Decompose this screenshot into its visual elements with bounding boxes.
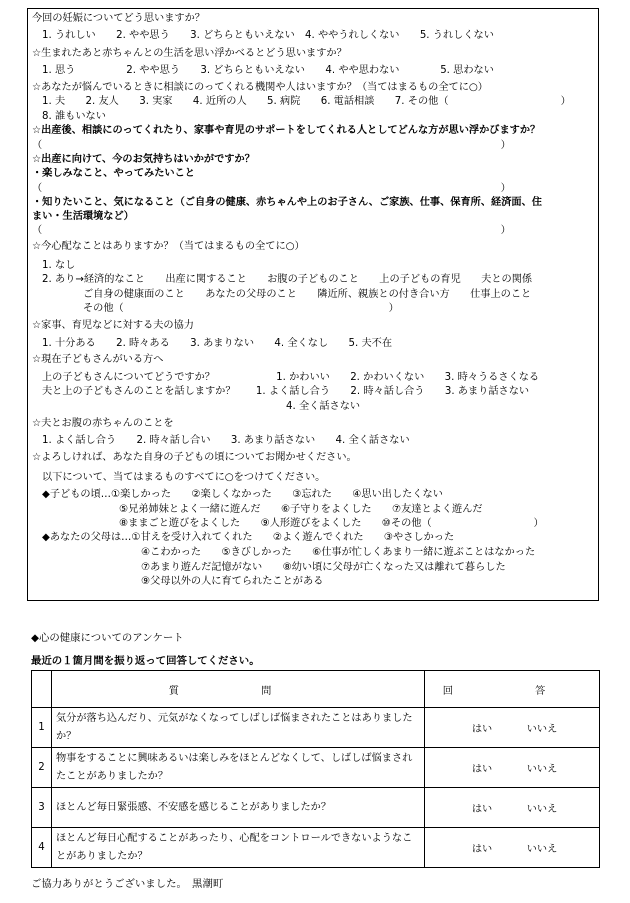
table-row — [32, 708, 600, 748]
question-text: ほとんど毎日緊張感、不安感を感じることがありましたか？ — [52, 788, 425, 828]
survey-line: 4. 全く話さない — [286, 401, 361, 412]
survey-line: ◆子どもの頃…①楽しかった ②楽しくなかった ③忘れた ④思い出したくない — [42, 489, 443, 500]
mental-heading: ◆心の健康についてのアンケート — [31, 632, 184, 644]
survey-line: 1. うれしい 2. やや思う 3. どちらともいえない 4. ややうれしくない 5. うれしくない — [42, 30, 494, 41]
mental-subheading: 最近の１箇月間を振り返って回答してください。 — [31, 655, 260, 667]
survey-line: 1. 思う 2. やや思う 3. どちらともいえない 4. やや思わない 5. 思わない — [42, 65, 494, 76]
question-text: 気分が落ち込んだり、元気がなくなってしばしば悩まされたことはありましたか？ — [52, 708, 425, 748]
survey-line: 2. あり→経済的なこと 出産に関すること お腹の子どものこと 上の子どもの育児 夫との関係 — [42, 274, 533, 285]
question-number: 3 — [32, 788, 52, 828]
survey-line: 1. よく話し合う 2. 時々話し合い 3. あまり話さない 4. 全く話さない — [42, 435, 410, 446]
survey-line: （ ） — [32, 140, 511, 151]
survey-line: まい・生活環境など） — [32, 211, 134, 222]
answer-cell — [425, 708, 600, 748]
survey-line: ご自身の健康面のこと あなたの父母のこと 隣近所、親族との付き合い方 仕事上のこと — [83, 289, 532, 300]
answer-no[interactable]: いいえ — [526, 764, 558, 775]
question-number: 4 — [32, 828, 52, 868]
answer-yes[interactable]: はい — [471, 804, 493, 815]
survey-line: 1. 十分ある 2. 時々ある 3. あまりない 4. 全くなし 5. 夫不在 — [42, 338, 393, 349]
survey-line: 1. 夫 2. 友人 3. 実家 4. 近所の人 5. 病院 6. 電話相談 7. その他（ ） — [42, 96, 571, 107]
survey-line: ☆出産に向けて、今のお気持ちはいかがですか？ — [32, 154, 255, 165]
survey-line: ・楽しみなこと、やってみたいこと — [32, 168, 195, 179]
survey-line: ☆現在子どもさんがいる方へ — [32, 354, 164, 365]
answer-no[interactable]: いいえ — [526, 804, 558, 815]
answer-yes[interactable]: はい — [471, 844, 493, 855]
survey-line: 以下について、当てはまるものすべてに○をつけてください。 — [42, 472, 326, 483]
header-answer: 回 答 — [425, 671, 600, 708]
question-number: 2 — [32, 748, 52, 788]
survey-line: ⑤兄弟姉妹とよく一緒に遊んだ ⑥子守りをよくした ⑦友達とよく遊んだ — [119, 504, 483, 515]
survey-line: ⑧ままごと遊びをよくした ⑨人形遊びをよくした ⑩その他（ ） — [119, 518, 544, 529]
answer-cell — [425, 748, 600, 788]
answer-cell — [425, 788, 600, 828]
mental-health-table — [31, 670, 600, 868]
survey-line: ☆よろしければ、あなた自身の子どもの頃についてお聞かせください。 — [32, 452, 357, 463]
answer-no[interactable]: いいえ — [526, 724, 558, 735]
answer-yes[interactable]: はい — [471, 724, 493, 735]
answer-cell — [425, 828, 600, 868]
footer-thanks: ご協力ありがとうございました。 黒潮町 — [31, 878, 224, 890]
survey-line: ☆夫とお腹の赤ちゃんのことを — [32, 418, 174, 429]
table-row — [32, 748, 600, 788]
survey-line: ⑨父母以外の人に育てられたことがある — [141, 576, 324, 587]
question-text: 物事をすることに興味あるいは楽しみをほとんどなくして、しばしば悩まされたことがありましたか？ — [52, 748, 425, 788]
table-row — [32, 788, 600, 828]
survey-line: 8. 誰もいない — [42, 111, 106, 122]
survey-line: 夫と上の子どもさんのことを話しますか？ 1. よく話し合う 2. 時々話し合う 3. あまり話さない — [42, 386, 530, 397]
survey-line: 上の子どもさんについてどうですか？ 1. かわいい 2. かわいくない 3. 時々うるさくなる — [42, 372, 540, 383]
survey-line: 今回の妊娠についてどう思いますか？ — [32, 13, 205, 24]
survey-line: （ ） — [32, 183, 511, 194]
table-header-row — [32, 671, 600, 708]
answer-no[interactable]: いいえ — [526, 844, 558, 855]
header-num — [32, 671, 52, 708]
survey-line: ・知りたいこと、気になること（ご自身の健康、赤ちゃんや上のお子さん、ご家族、仕事、保育所、経済面、住 — [32, 197, 542, 208]
survey-line: ☆出産後、相談にのってくれたり、家事や育児のサポートをしてくれる人としてどんな方が思い浮かびますか？ — [32, 125, 541, 136]
survey-line: その他（ ） — [83, 303, 399, 314]
question-text: ほとんど毎日心配することがあったり、心配をコントロールできないようなことがありましたか？ — [52, 828, 425, 868]
survey-line: ☆今心配なことはありますか？（当てはまるもの全てに○） — [32, 241, 305, 252]
survey-line: ④こわかった ⑤きびしかった ⑥仕事が忙しくあまり一緒に遊ぶことはなかった — [141, 547, 536, 558]
survey-line: ◆あなたの父母は…①甘えを受け入れてくれた ②よく遊んでくれた ③やさしかった — [42, 532, 455, 543]
survey-line: 1. なし — [42, 260, 76, 271]
header-question: 質 問 — [52, 671, 425, 708]
table-row — [32, 828, 600, 868]
answer-yes[interactable]: はい — [471, 764, 493, 775]
survey-line: ☆あなたが悩んでいるときに相談にのってくれる機関や人はいますか？（当てはまるもの全てに○） — [32, 82, 488, 93]
survey-line: ☆生まれたあと赤ちゃんとの生活を思い浮かべるとどう思いますか？ — [32, 48, 347, 59]
survey-line: ⑦あまり遊んだ記憶がない ⑧幼い頃に父母が亡くなった又は離れて暮らした — [141, 562, 506, 573]
survey-line: （ ） — [32, 225, 511, 236]
question-number: 1 — [32, 708, 52, 748]
survey-line: ☆家事、育児などに対する夫の協力 — [32, 320, 194, 331]
